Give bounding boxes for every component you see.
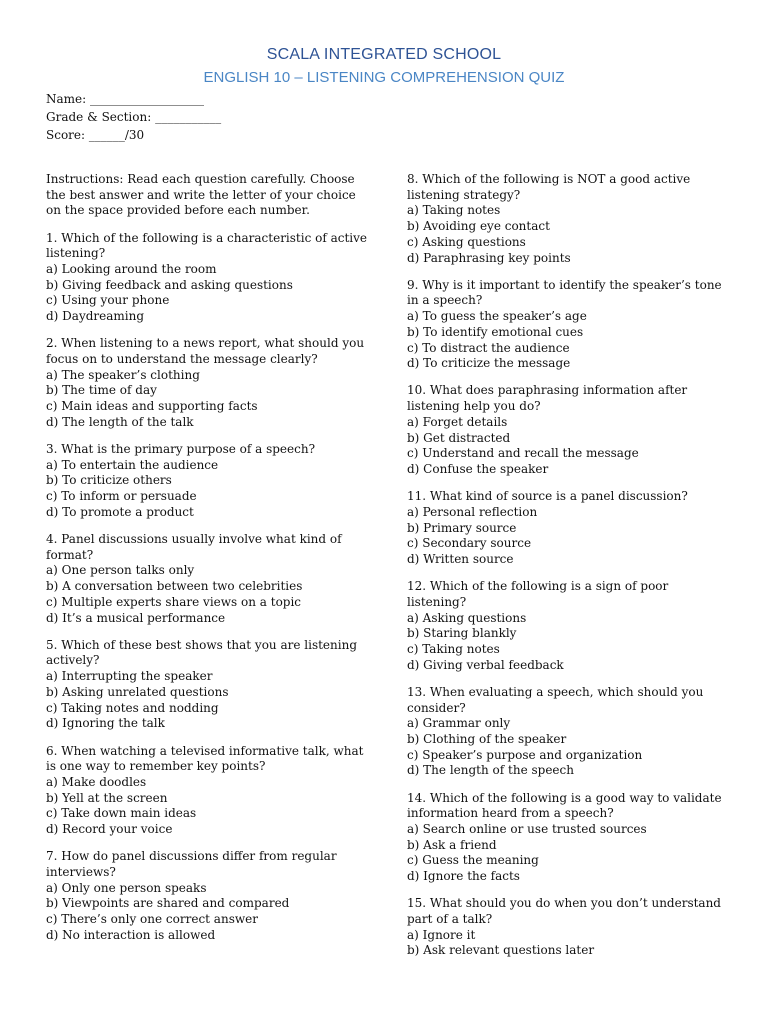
answer-option: d) Written source bbox=[407, 551, 514, 566]
question-block bbox=[407, 489, 727, 568]
answer-options bbox=[407, 505, 727, 568]
question-text: 5. Which of these best shows that you are listening actively? bbox=[46, 637, 357, 668]
question-block bbox=[407, 685, 727, 779]
answer-option: d) Ignoring the talk bbox=[46, 716, 165, 731]
question-text: 12. Which of the following is a sign of poor listening? bbox=[407, 579, 669, 609]
question-block bbox=[46, 442, 368, 521]
answer-option: c) Taking notes and nodding bbox=[46, 700, 219, 715]
answer-option: b) Staring blankly bbox=[407, 626, 517, 641]
question-block bbox=[407, 896, 727, 959]
answer-option: c) Secondary source bbox=[407, 536, 532, 551]
name-field: Name: ___________________ bbox=[46, 92, 204, 106]
answer-option: a) Asking questions bbox=[407, 610, 527, 625]
question-text: 3. What is the primary purpose of a speech? bbox=[46, 442, 316, 457]
answer-option: c) Multiple experts share views on a topic bbox=[46, 594, 302, 609]
answer-option: c) Using your phone bbox=[46, 293, 170, 308]
answer-options bbox=[46, 563, 368, 626]
answer-option: a) Ignore it bbox=[407, 927, 476, 942]
answer-option: d) Paraphrasing key points bbox=[407, 250, 571, 265]
answer-option: a) The speaker’s clothing bbox=[46, 367, 200, 382]
answer-options bbox=[407, 309, 727, 372]
answer-option: d) Giving verbal feedback bbox=[407, 657, 564, 672]
answer-option: b) Get distracted bbox=[407, 430, 511, 445]
question-text: 8. Which of the following is NOT a good active listening strategy? bbox=[407, 172, 691, 202]
question-block bbox=[407, 278, 727, 372]
answer-option: b) Ask a friend bbox=[407, 837, 497, 852]
question-block bbox=[46, 744, 368, 838]
answer-option: d) Confuse the speaker bbox=[407, 461, 549, 476]
question-block bbox=[46, 336, 368, 430]
answer-option: b) Viewpoints are shared and compared bbox=[46, 896, 290, 911]
answer-option: d) Record your voice bbox=[46, 822, 173, 837]
answer-options bbox=[46, 669, 368, 732]
question-text: 14. Which of the following is a good way to validate information heard from a speech? bbox=[407, 790, 722, 821]
answer-options bbox=[407, 611, 727, 674]
answer-option: a) To guess the speaker’s age bbox=[407, 309, 587, 324]
answer-option: a) To entertain the audience bbox=[46, 457, 219, 472]
answer-option: a) Interrupting the speaker bbox=[46, 669, 213, 684]
question-block bbox=[46, 638, 368, 732]
question-text: 4. Panel discussions usually involve what kind of format? bbox=[46, 532, 342, 562]
answer-option: d) Daydreaming bbox=[46, 309, 145, 324]
answer-option: d) To promote a product bbox=[46, 504, 194, 519]
score-field: Score: ______/30 bbox=[46, 128, 145, 142]
answer-option: d) Ignore the facts bbox=[407, 869, 520, 884]
instructions: Instructions: Read each question carefully. Choose the best answer and write the letter of your choice on the space provided before each number. bbox=[46, 172, 356, 218]
left-column bbox=[46, 172, 368, 955]
question-text: 7. How do panel discussions differ from regular interviews? bbox=[46, 849, 337, 879]
answer-option: c) Speaker’s purpose and organization bbox=[407, 747, 643, 762]
question-block bbox=[46, 849, 368, 943]
answer-option: d) To criticize the message bbox=[407, 356, 571, 371]
answer-option: c) Main ideas and supporting facts bbox=[46, 399, 258, 414]
question-block bbox=[407, 791, 727, 885]
answer-option: d) The length of the talk bbox=[46, 414, 194, 429]
question-text: 10. What does paraphrasing information after listening help you do? bbox=[407, 383, 688, 414]
grade-section-field: Grade & Section: ___________ bbox=[46, 110, 222, 124]
document-header bbox=[0, 44, 768, 89]
right-column bbox=[407, 172, 727, 971]
answer-options bbox=[46, 775, 368, 838]
answer-option: b) Primary source bbox=[407, 520, 517, 535]
answer-options bbox=[46, 262, 368, 325]
answer-options bbox=[46, 458, 368, 521]
answer-option: d) It’s a musical performance bbox=[46, 610, 226, 625]
answer-option: b) Giving feedback and asking questions bbox=[46, 277, 293, 292]
question-text: 2. When listening to a news report, what should you focus on to understand the message clearly? bbox=[46, 336, 365, 367]
answer-options bbox=[407, 415, 727, 478]
answer-option: a) Grammar only bbox=[407, 716, 511, 731]
answer-option: c) Guess the meaning bbox=[407, 853, 539, 868]
answer-option: b) The time of day bbox=[46, 383, 157, 398]
question-text: 1. Which of the following is a characteristic of active listening? bbox=[46, 230, 368, 261]
answer-option: a) Looking around the room bbox=[46, 262, 217, 277]
answer-option: c) Understand and recall the message bbox=[407, 446, 639, 461]
answer-option: c) Asking questions bbox=[407, 234, 526, 249]
answer-options bbox=[46, 368, 368, 431]
answer-option: a) Personal reflection bbox=[407, 504, 538, 519]
question-text: 6. When watching a televised informative talk, what is one way to remember key points? bbox=[46, 743, 364, 774]
question-block bbox=[407, 383, 727, 477]
school-title: SCALA INTEGRATED SCHOOL bbox=[266, 46, 502, 63]
answer-option: a) Search online or use trusted sources bbox=[407, 822, 647, 837]
answer-option: c) There’s only one correct answer bbox=[46, 912, 258, 927]
question-text: 11. What kind of source is a panel discussion? bbox=[407, 489, 688, 504]
answer-options bbox=[407, 822, 727, 885]
answer-option: a) Make doodles bbox=[46, 774, 147, 789]
answer-option: b) Clothing of the speaker bbox=[407, 732, 567, 746]
answer-option: b) Avoiding eye contact bbox=[407, 219, 550, 234]
answer-option: b) Yell at the screen bbox=[46, 790, 168, 805]
answer-option: d) The length of the speech bbox=[407, 763, 574, 778]
answer-option: b) To criticize others bbox=[46, 473, 172, 488]
quiz-title: ENGLISH 10 – LISTENING COMPREHENSION QUIZ bbox=[203, 69, 565, 86]
answer-option: c) To distract the audience bbox=[407, 340, 570, 355]
student-info bbox=[46, 90, 221, 144]
question-text: 15. What should you do when you don’t understand part of a talk? bbox=[407, 896, 721, 927]
answer-option: b) To identify emotional cues bbox=[407, 324, 584, 339]
answer-option: d) No interaction is allowed bbox=[46, 927, 216, 942]
answer-option: b) A conversation between two celebrities bbox=[46, 579, 303, 594]
question-block bbox=[46, 231, 368, 325]
answer-option: a) Forget details bbox=[407, 414, 508, 429]
answer-options bbox=[46, 881, 368, 944]
question-text: 9. Why is it important to identify the speaker’s tone in a speech? bbox=[407, 277, 722, 308]
answer-option: c) Take down main ideas bbox=[46, 806, 197, 821]
answer-option: b) Ask relevant questions later bbox=[407, 943, 595, 958]
answer-options bbox=[407, 928, 727, 959]
answer-option: a) Only one person speaks bbox=[46, 880, 207, 895]
answer-options bbox=[407, 203, 727, 266]
answer-option: b) Asking unrelated questions bbox=[46, 684, 229, 699]
question-block bbox=[46, 532, 368, 626]
answer-option: a) One person talks only bbox=[46, 563, 195, 578]
answer-options bbox=[407, 716, 727, 779]
question-text: 13. When evaluating a speech, which should you consider? bbox=[407, 684, 704, 715]
answer-option: c) To inform or persuade bbox=[46, 489, 197, 504]
answer-option: c) Taking notes bbox=[407, 641, 500, 656]
question-block bbox=[407, 579, 727, 673]
question-block bbox=[407, 172, 727, 266]
answer-option: a) Taking notes bbox=[407, 203, 501, 218]
